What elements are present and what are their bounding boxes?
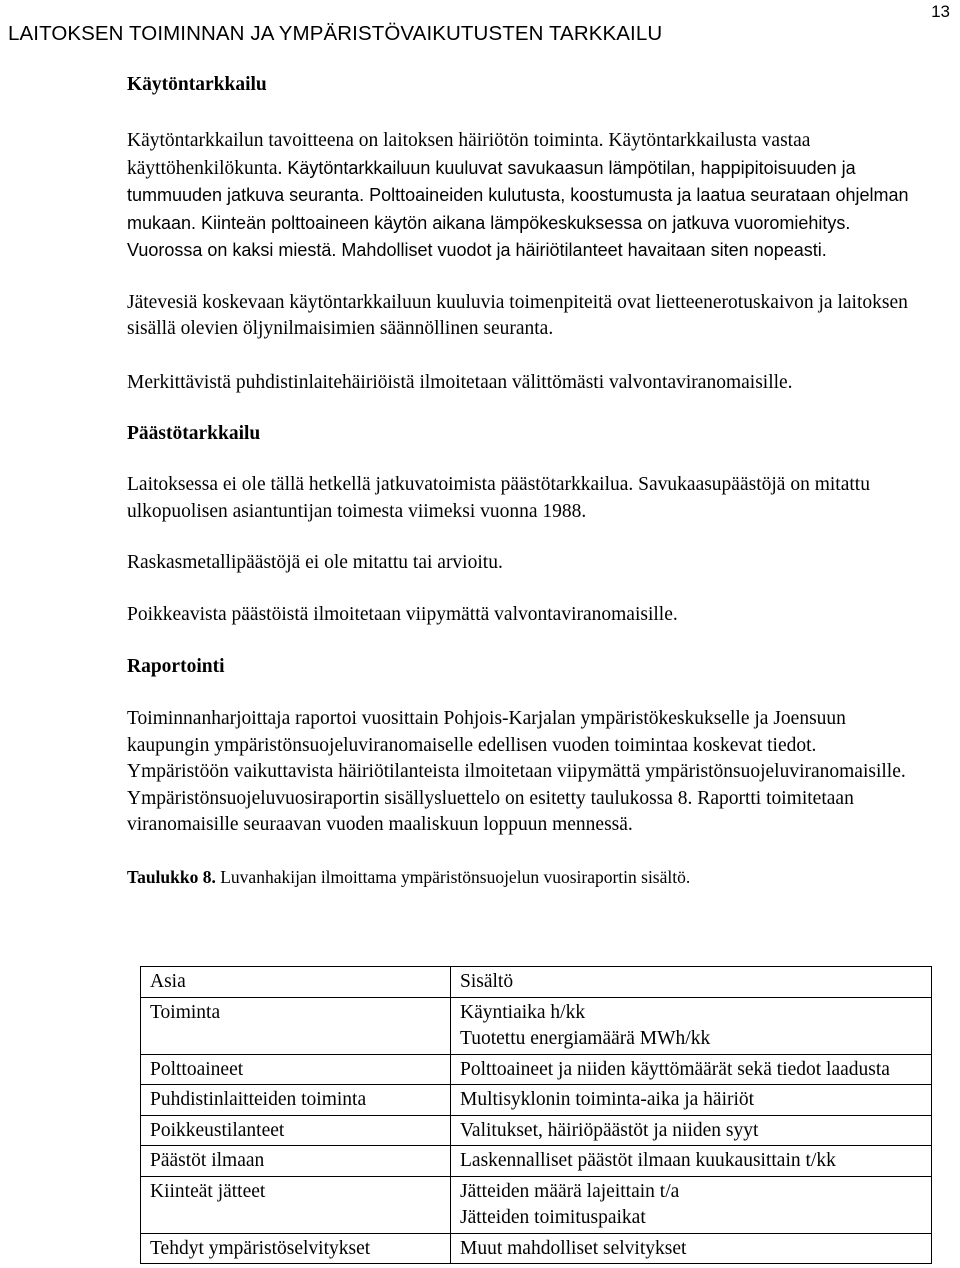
column-header-sisalto: Sisältö [451,967,932,998]
table-row [141,1233,932,1264]
cell-sisalto [451,1233,932,1264]
section-title-paastotarkkailu: Päästötarkkailu [127,423,261,444]
cell-sisalto [451,1054,932,1085]
page-number: 13 [931,2,950,21]
cell-sisalto [451,1085,932,1116]
cell-line: Polttoaineet ja niiden käyttömäärät sekä tiedot laadusta [460,1058,890,1080]
document-body [127,72,917,889]
paragraph: Laitoksessa ei ole tällä hetkellä jatkuvatoimista päästötarkkailua. Savukaasupäästöjä on mitattu ulkopuolisen asiantuntijan toimesta viimeksi vuonna 1988. [127,474,870,522]
table-row [141,997,932,1054]
cell-asia: Puhdistinlaitteiden toiminta [141,1085,451,1116]
cell-line: Multisyklonin toiminta-aika ja häiriöt [460,1089,755,1110]
paragraph: Raskasmetallipäästöjä ei ole mitattu tai arvioitu. [127,552,503,573]
table-row [141,1146,932,1177]
cell-asia: Poikkeustilanteet [141,1115,451,1146]
paragraph: Merkittävistä puhdistinlaitehäiriöistä ilmoitetaan välittömästi valvontaviranomaisille. [127,371,793,393]
table-caption [127,865,917,889]
cell-asia: Polttoaineet [141,1054,451,1085]
cell-asia: Toiminta [141,997,451,1054]
cell-line: Laskennalliset päästöt ilmaan kuukausittain t/kk [460,1150,836,1171]
paragraph: Poikkeavista päästöistä ilmoitetaan viipymättä valvontaviranomaisille. [127,603,678,625]
report-contents-table [140,966,932,1264]
cell-sisalto [451,1176,932,1233]
table-header-row [141,967,932,998]
paragraph-part: Käytöntarkkailun tavoitteena on laitoksen häiriötön toiminta. Käytöntarkkailusta vastaa käyttöhenkilökunta. [127,130,811,179]
cell-asia: Tehdyt ympäristöselvitykset [141,1233,451,1264]
table-row [141,1176,932,1233]
paragraph [127,128,917,265]
table-row [141,1115,932,1146]
table-caption-text: Luvanhakijan ilmoittama ympäristönsuojelun vuosiraportin sisältö. [215,866,691,887]
section-title-kaytontarkkailu: Käytöntarkkailu [127,74,267,95]
cell-line: Jätteiden määrä lajeittain t/a [460,1180,680,1202]
cell-sisalto [451,1146,932,1177]
section-title-raportointi: Raportointi [127,656,225,677]
page-header: LAITOKSEN TOIMINNAN JA YMPÄRISTÖVAIKUTUSTEN TARKKAILU [8,22,663,45]
paragraph: Toiminnanharjoittaja raportoi vuosittain Pohjois-Karjalan ympäristökeskukselle ja Joensuun kaupungin ympäristönsuojeluviranomaiselle edellisen vuoden toimintaa koskevat tiedot. Ympäristöön vaikuttavista häiriötilanteista ilmoitetaan viipymättä ympäristönsuojeluviranomaisille. Ympäristönsuojeluvuosiraportin sisällysluettelo on esitetty taulukossa 8. Raportti toimitetaan viranomaisille seuraavan vuoden maaliskuun loppuun mennessä. [127,708,906,835]
cell-sisalto [451,1115,932,1146]
cell-asia: Päästöt ilmaan [141,1146,451,1177]
cell-sisalto [451,997,932,1054]
table-row [141,1054,932,1085]
cell-line: Muut mahdolliset selvitykset [460,1237,687,1259]
paragraph-part-sans: Käytöntarkkailuun kuuluvat savukaasun lämpötilan, happipitoisuuden ja tummuuden jatkuva seuranta. Polttoaineiden kulutusta, koostumusta ja laatua seurataan ohjelman mukaan. Kiinteän polttoaineen käytön aikana lämpökeskuksessa on jatkuva vuoromiehitys. Vuorossa on kaksi miestä. Mahdolliset vuodot ja häiriötilanteet havaitaan siten nopeasti. [127,157,909,260]
cell-asia: Kiinteät jätteet [141,1176,451,1233]
table-caption-label: Taulukko 8. [127,866,216,887]
column-header-asia: Asia [141,967,451,998]
cell-line: Jätteiden toimituspaikat [460,1207,646,1228]
cell-line: Käyntiaika h/kk [460,1001,586,1023]
table-row [141,1085,932,1116]
cell-line: Valitukset, häiriöpäästöt ja niiden syyt [460,1119,759,1141]
cell-line: Tuotettu energiamäärä MWh/kk [460,1028,711,1049]
paragraph: Jätevesiä koskevaan käytöntarkkailuun kuuluvia toimenpiteitä ovat lietteenerotuskaivon ja laitoksen sisällä olevien öljynilmaisimien säännöllinen seuranta. [127,291,908,339]
